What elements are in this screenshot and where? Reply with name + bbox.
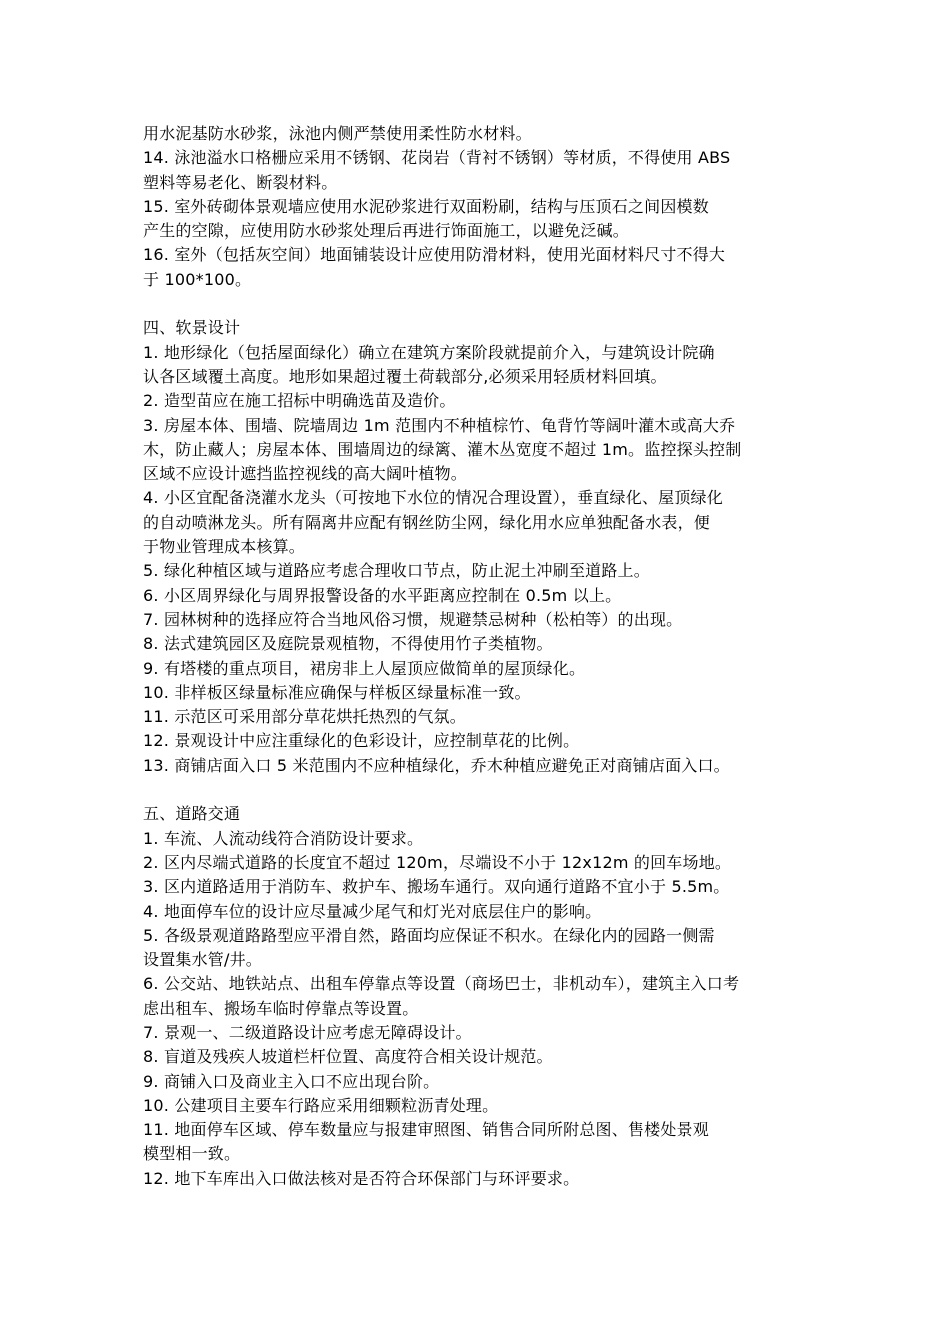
section-heading: 五、道路交通 bbox=[143, 804, 241, 824]
section-road-traffic bbox=[143, 802, 823, 1191]
text-line: 15. 室外砖砌体景观墙应使用水泥砂浆进行双面粉刷，结构与压顶石之间因模数 bbox=[143, 196, 709, 216]
text-line: 7. 园林树种的选择应符合当地风俗习惯，规避禁忌树种（松柏等）的出现。 bbox=[143, 609, 683, 629]
text-line: 8. 盲道及残疾人坡道栏杆位置、高度符合相关设计规范。 bbox=[143, 1047, 553, 1067]
text-line: 模型相一致。 bbox=[143, 1144, 241, 1164]
text-line: 2. 区内尽端式道路的长度宜不超过 120m，尽端设不小于 12x12m 的回车场地。 bbox=[143, 852, 732, 872]
text-line: 于 100*100。 bbox=[143, 269, 252, 289]
text-line: 9. 有塔楼的重点项目，裙房非上人屋顶应做简单的屋顶绿化。 bbox=[143, 658, 586, 678]
text-line: 3. 区内道路适用于消防车、救护车、搬场车通行。双向通行道路不宜小于 5.5m。 bbox=[143, 877, 730, 897]
text-line: 12. 地下车库出入口做法核对是否符合环保部门与环评要求。 bbox=[143, 1168, 580, 1188]
text-line: 9. 商铺入口及商业主入口不应出现台阶。 bbox=[143, 1071, 440, 1091]
text-line: 虑出租车、搬场车临时停靠点等设置。 bbox=[143, 998, 419, 1018]
text-line: 木，防止藏人；房屋本体、围墙周边的绿篱、灌木丛宽度不超过 1m。监控探头控制 bbox=[143, 439, 742, 459]
text-line: 塑料等易老化、断裂材料。 bbox=[143, 172, 338, 192]
text-line: 1. 车流、人流动线符合消防设计要求。 bbox=[143, 828, 424, 848]
text-line: 14. 泳池溢水口格栅应采用不锈钢、花岗岩（背衬不锈钢）等材质，不得使用 ABS bbox=[143, 148, 731, 168]
section-softscape bbox=[143, 316, 823, 778]
text-line: 6. 小区周界绿化与周界报警设备的水平距离应控制在 0.5m 以上。 bbox=[143, 585, 622, 605]
text-line: 设置集水管/井。 bbox=[143, 950, 262, 970]
blank-line bbox=[143, 778, 823, 802]
text-line: 4. 小区宜配备浇灌水龙头（可按地下水位的情况合理设置），垂直绿化、屋顶绿化 bbox=[143, 488, 723, 508]
section-heading: 四、软景设计 bbox=[143, 318, 241, 338]
text-line: 16. 室外（包括灰空间）地面铺装设计应使用防滑材料，使用光面材料尺寸不得大 bbox=[143, 245, 726, 265]
text-line: 的自动喷淋龙头。所有隔离井应配有钢丝防尘网，绿化用水应单独配备水表，便 bbox=[143, 512, 711, 532]
text-line: 12. 景观设计中应注重绿化的色彩设计，应控制草花的比例。 bbox=[143, 731, 580, 751]
text-line: 5. 绿化种植区域与道路应考虑合理收口节点，防止泥土冲刷至道路上。 bbox=[143, 561, 650, 581]
text-line: 区域不应设计遮挡监控视线的高大阔叶植物。 bbox=[143, 464, 468, 484]
text-line: 产生的空隙，应使用防水砂浆处理后再进行饰面施工，以避免泛碱。 bbox=[143, 221, 630, 241]
text-line: 3. 房屋本体、围墙、院墙周边 1m 范围内不种植棕竹、龟背竹等阔叶灌木或高大乔 bbox=[143, 415, 736, 435]
text-line: 5. 各级景观道路路型应平滑自然，路面均应保证不积水。在绿化内的园路一侧需 bbox=[143, 925, 715, 945]
text-line: 7. 景观一、二级道路设计应考虑无障碍设计。 bbox=[143, 1022, 472, 1042]
text-line: 10. 非样板区绿量标准应确保与样板区绿量标准一致。 bbox=[143, 682, 531, 702]
section-continued bbox=[143, 122, 823, 292]
text-line: 于物业管理成本核算。 bbox=[143, 537, 306, 557]
text-line: 8. 法式建筑园区及庭院景观植物，不得使用竹子类植物。 bbox=[143, 634, 553, 654]
text-line: 13. 商铺店面入口 5 米范围内不应种植绿化，乔木种植应避免正对商铺店面入口。 bbox=[143, 755, 730, 775]
text-line: 6. 公交站、地铁站点、出租车停靠点等设置（商场巴士，非机动车），建筑主入口考 bbox=[143, 974, 740, 994]
text-line: 11. 地面停车区域、停车数量应与报建审照图、销售合同所附总图、售楼处景观 bbox=[143, 1120, 709, 1140]
text-line: 10. 公建项目主要车行路应采用细颗粒沥青处理。 bbox=[143, 1095, 499, 1115]
document-page bbox=[143, 122, 823, 1191]
text-line: 11. 示范区可采用部分草花烘托热烈的气氛。 bbox=[143, 707, 466, 727]
text-line: 1. 地形绿化（包括屋面绿化）确立在建筑方案阶段就提前介入，与建筑设计院确 bbox=[143, 342, 715, 362]
blank-line bbox=[143, 292, 823, 316]
text-line: 用水泥基防水砂浆，泳池内侧严禁使用柔性防水材料。 bbox=[143, 124, 532, 143]
text-line: 认各区域覆土高度。地形如果超过覆土荷载部分,必须采用轻质材料回填。 bbox=[143, 366, 667, 386]
text-line: 4. 地面停车位的设计应尽量减少尾气和灯光对底层住户的影响。 bbox=[143, 901, 602, 921]
text-line: 2. 造型苗应在施工招标中明确选苗及造价。 bbox=[143, 391, 456, 411]
